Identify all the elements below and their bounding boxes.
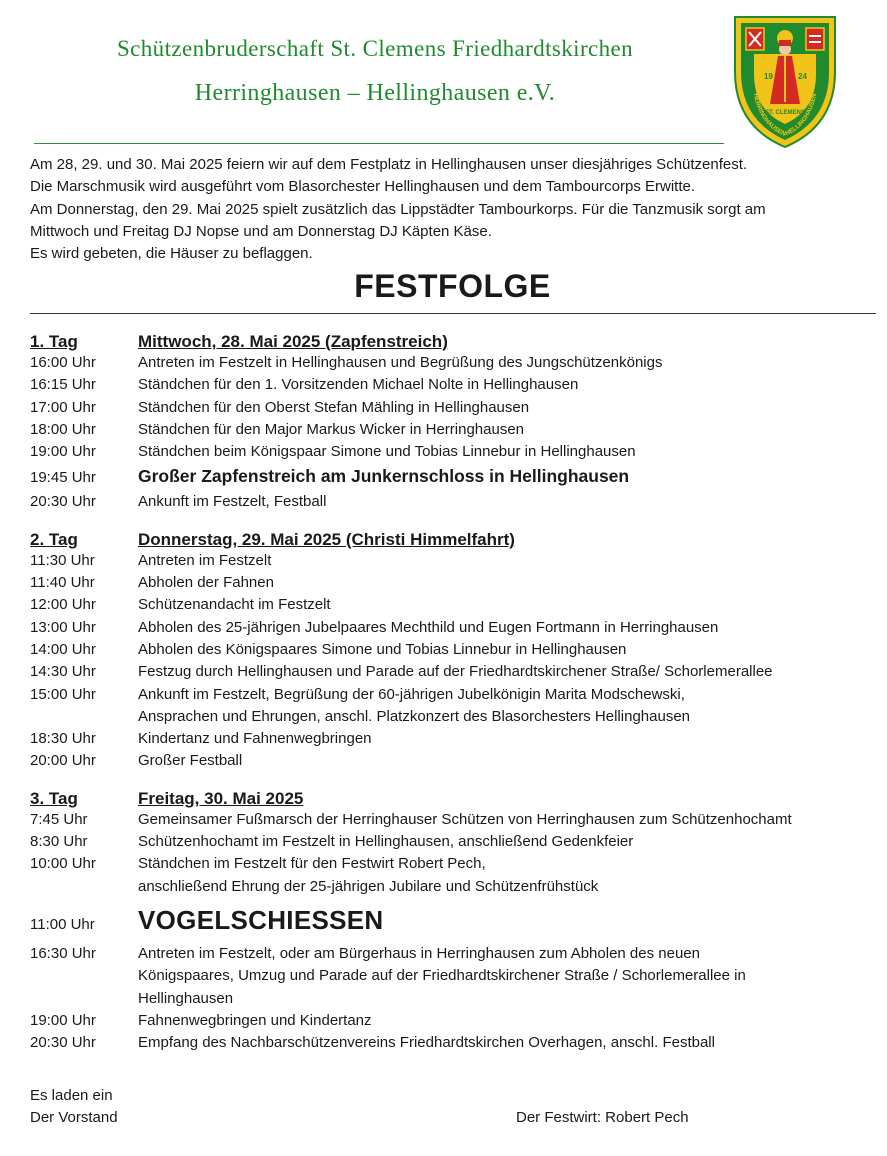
schedule-row xyxy=(30,397,880,419)
event-time: 11:30 Uhr xyxy=(30,551,95,569)
event-time: 13:00 Uhr xyxy=(30,618,96,636)
day-label: 1. Tag xyxy=(30,332,78,351)
day-date: Donnerstag, 29. Mai 2025 (Christi Himmelfahrt) xyxy=(138,529,515,549)
event-time: 18:30 Uhr xyxy=(30,730,96,748)
event-description-line: Ankunft im Festzelt, Begrüßung der 60-jährigen Jubelkönigin Marita Modschewski, xyxy=(138,685,685,703)
logo-year-right: 24 xyxy=(798,72,807,81)
event-description xyxy=(138,463,880,489)
event-description-line: Hellinghausen xyxy=(138,989,234,1007)
schedule-title: FESTFOLGE xyxy=(354,268,551,304)
schedule-row xyxy=(30,943,880,1010)
schedule-row xyxy=(30,728,880,750)
schedule-row xyxy=(30,750,880,772)
event-time: 19:45 Uhr xyxy=(30,469,96,487)
schedule-row xyxy=(30,639,880,661)
organization-name: Schützenbruderschaft St. Clemens Friedhardtskirchen xyxy=(116,36,634,61)
event-description xyxy=(138,684,880,729)
event-description-line: Ständchen im Festzelt für den Festwirt Robert Pech, xyxy=(138,855,486,873)
intro-line: Mittwoch und Freitag DJ Nopse und am Donnerstag DJ Käpten Käse. xyxy=(30,222,492,240)
schedule-row xyxy=(30,374,880,396)
day-section xyxy=(30,524,880,773)
event-description-line: Abholen des 25-jährigen Jubelpaares Mechthild und Eugen Fortmann in Herringhausen xyxy=(138,618,719,636)
event-description-line: Abholen des Königspaares Simone und Tobias Linnebur in Hellinghausen xyxy=(138,640,627,658)
event-time: 18:00 Uhr xyxy=(30,420,96,438)
intro-line: Es wird gebeten, die Häuser zu beflaggen. xyxy=(30,245,313,263)
intro-text xyxy=(30,154,870,265)
schedule-row xyxy=(30,594,880,616)
invitation-text: Es laden ein xyxy=(30,1087,113,1104)
day-heading xyxy=(30,524,880,550)
event-description xyxy=(138,572,880,594)
event-description-line: Königspaares, Umzug und Parade auf der Friedhardtskirchener Straße / Schorlemerallee in xyxy=(138,967,746,985)
event-description xyxy=(138,661,880,683)
event-description xyxy=(138,550,880,572)
logo-year-left: 19 xyxy=(764,72,773,81)
event-description-line: Abholen der Fahnen xyxy=(138,574,274,592)
event-time: 8:30 Uhr xyxy=(30,833,88,851)
event-time: 11:00 Uhr xyxy=(30,915,95,933)
schedule-row xyxy=(30,550,880,572)
event-description-line: Ansprachen und Ehrungen, anschl. Platzkonzert des Blasorchesters Hellinghausen xyxy=(138,707,690,725)
event-description-line: Großer Festball xyxy=(138,752,243,770)
event-description xyxy=(138,853,880,898)
event-description xyxy=(138,943,880,1010)
signature-block xyxy=(30,1085,880,1127)
logo-ring-text: HERRINGHAUSEN-HELLINGHAUSEN xyxy=(751,92,819,138)
event-time: 20:30 Uhr xyxy=(30,1034,96,1052)
day-date: Freitag, 30. Mai 2025 xyxy=(138,788,304,808)
schedule-row xyxy=(30,441,880,463)
intro-line: Am 28, 29. und 30. Mai 2025 feiern wir auf dem Festplatz in Hellinghausen unser diesjähriges Schützenfest. xyxy=(30,156,748,173)
event-description xyxy=(138,397,880,419)
schedule-row xyxy=(30,419,880,441)
event-description xyxy=(138,594,880,616)
event-description xyxy=(138,441,880,463)
event-description-line: Empfang des Nachbarschützenvereins Friedhardtskirchen Overhagen, anschl. Festball xyxy=(138,1034,715,1052)
event-description xyxy=(138,728,880,750)
day-section xyxy=(30,326,880,514)
event-time: 12:00 Uhr xyxy=(30,596,96,614)
event-description-line: Festzug durch Hellinghausen und Parade auf der Friedhardtskirchener Straße/ Schorlemerallee xyxy=(138,663,773,681)
title-divider xyxy=(30,313,876,314)
schedule-row xyxy=(30,572,880,594)
event-time: 20:30 Uhr xyxy=(30,493,96,511)
schedule-row xyxy=(30,352,880,374)
event-description-line: Antreten im Festzelt, oder am Bürgerhaus in Herringhausen zum Abholen des neuen xyxy=(138,944,700,962)
schedule-row xyxy=(30,809,880,831)
event-description xyxy=(138,352,880,374)
letterhead xyxy=(0,0,887,150)
event-description-line: Ständchen für den 1. Vorsitzenden Michael Nolte in Hellinghausen xyxy=(138,376,579,394)
event-time: 10:00 Uhr xyxy=(30,855,96,873)
event-description xyxy=(138,491,880,513)
day-label: 3. Tag xyxy=(30,788,78,808)
logo-arc-text: ST. CLEMENS xyxy=(765,110,805,116)
intro-line: Die Marschmusik wird ausgeführt vom Blasorchester Hellinghausen und dem Tambourcorps Erwitte. xyxy=(30,178,696,196)
event-description-line: Antreten im Festzelt xyxy=(138,551,272,569)
schedule-row xyxy=(30,684,880,729)
event-description-line: Antreten im Festzelt in Hellinghausen und Begrüßung des Jungschützenkönigs xyxy=(138,354,663,371)
event-time: 14:00 Uhr xyxy=(30,640,96,658)
schedule xyxy=(30,326,880,1064)
event-description-line: Kindertanz und Fahnenwegbringen xyxy=(138,730,372,748)
event-time: 7:45 Uhr xyxy=(30,810,88,828)
schedule-row xyxy=(30,661,880,683)
event-description-line: VOGELSCHIESSEN xyxy=(138,904,384,935)
schedule-row xyxy=(30,617,880,639)
event-description-line: Ständchen für den Major Markus Wicker in Herringhausen xyxy=(138,420,525,438)
schedule-row xyxy=(30,902,880,943)
intro-line: Am Donnerstag, den 29. Mai 2025 spielt zusätzlich das Lippstädter Tambourkorps. Für die Tanzmusik sorgt am xyxy=(30,200,766,218)
event-description-line: Schützenandacht im Festzelt xyxy=(138,596,331,614)
event-description-line: Gemeinsamer Fußmarsch der Herringhauser Schützen von Herringhausen zum Schützenhochamt xyxy=(138,810,792,828)
schedule-row xyxy=(30,1010,880,1032)
schedule-row xyxy=(30,463,880,491)
day-heading xyxy=(30,326,880,352)
day-heading xyxy=(30,783,880,809)
schedule-row xyxy=(30,1032,880,1054)
day-section xyxy=(30,783,880,1055)
event-description-line: Ständchen für den Oberst Stefan Mähling in Hellinghausen xyxy=(138,398,530,416)
event-time: 14:30 Uhr xyxy=(30,663,96,681)
event-time: 16:30 Uhr xyxy=(30,944,96,962)
event-description xyxy=(138,639,880,661)
event-time: 16:15 Uhr xyxy=(30,376,96,394)
event-time: 19:00 Uhr xyxy=(30,443,96,461)
event-time: 16:00 Uhr xyxy=(30,354,96,371)
board-signature: Der Vorstand xyxy=(30,1109,118,1127)
event-description xyxy=(138,902,880,938)
event-description xyxy=(138,1010,880,1032)
event-description xyxy=(138,750,880,772)
event-description-line: Großer Zapfenstreich am Junkernschloss in Hellinghausen xyxy=(138,466,630,487)
event-description xyxy=(138,831,880,853)
event-time: 19:00 Uhr xyxy=(30,1011,96,1029)
organization-location: Herringhausen – Hellinghausen e.V. xyxy=(194,80,556,106)
event-description-line: Fahnenwegbringen und Kindertanz xyxy=(138,1011,372,1029)
event-description xyxy=(138,809,880,831)
event-description-line: Schützenhochamt im Festzelt in Hellinghausen, anschließend Gedenkfeier xyxy=(138,833,634,851)
event-description xyxy=(138,374,880,396)
event-description-line: anschließend Ehrung der 25-jährigen Jubilare und Schützenfrühstück xyxy=(138,877,599,895)
event-description-line: Ankunft im Festzelt, Festball xyxy=(138,493,327,511)
event-time: 15:00 Uhr xyxy=(30,685,96,703)
right-arms-icon xyxy=(806,28,824,50)
day-label: 2. Tag xyxy=(30,529,78,549)
host-signature: Der Festwirt: Robert Pech xyxy=(516,1109,689,1127)
header-divider xyxy=(34,143,724,144)
schedule-row xyxy=(30,831,880,853)
event-description xyxy=(138,1032,880,1054)
schedule-row xyxy=(30,853,880,898)
event-description-line: Ständchen beim Königspaar Simone und Tobias Linnebur in Hellinghausen xyxy=(138,443,636,461)
event-time: 17:00 Uhr xyxy=(30,398,96,416)
event-time: 11:40 Uhr xyxy=(30,574,95,592)
event-description xyxy=(138,419,880,441)
club-crest-logo xyxy=(732,14,838,150)
event-time: 20:00 Uhr xyxy=(30,752,96,770)
event-description xyxy=(138,617,880,639)
day-date: Mittwoch, 28. Mai 2025 (Zapfenstreich) xyxy=(138,332,448,351)
schedule-row xyxy=(30,491,880,513)
